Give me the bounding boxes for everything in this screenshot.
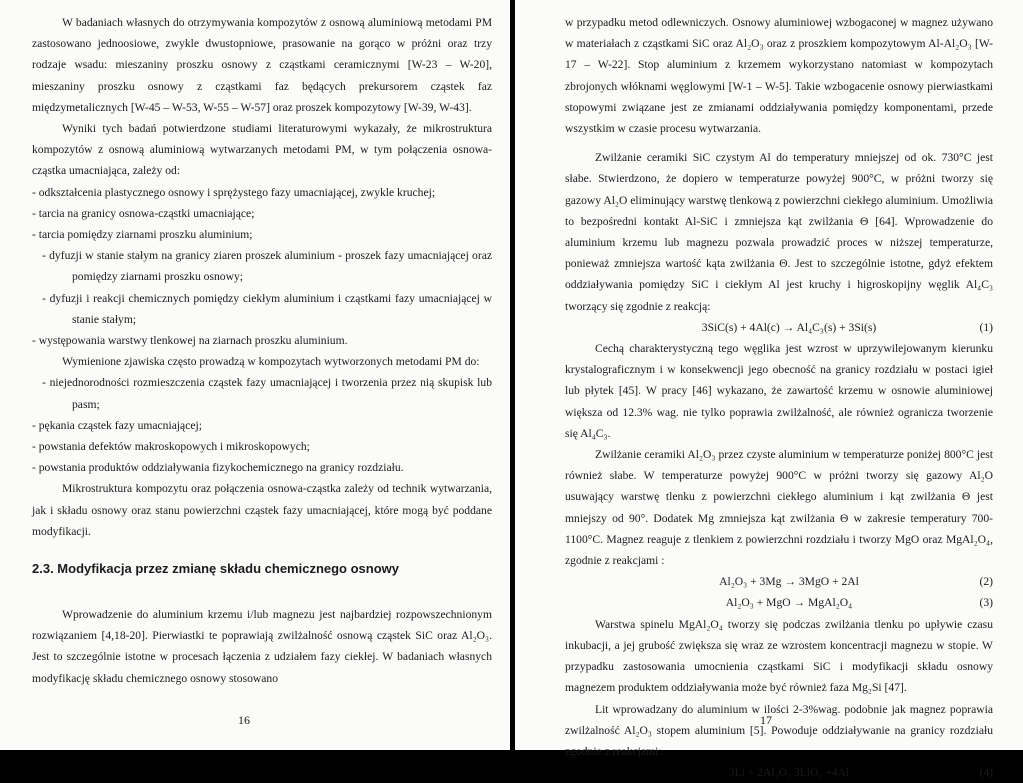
paragraph: Wymienione zjawiska często prowadzą w kompozytach wytworzonych metodami PM do:: [62, 355, 480, 369]
paragraph: Zwilżanie ceramiki SiC czystym Al do temperatury mniejszej od ok. 730°C jest słabe. Stwierdzono, że dopiero w temperaturze powyżej 900°C, w próżni tworzy się gazowy Al₂O eliminujący warstwę tlenkową z powierzchni ciekłego aluminium. Umożliwia to bezpośredni kontakt Al-SiC i zmniejsza kąt zwilżania Θ [64]. Wprowadzenie do aluminium krzemu lub magnezu pozwala prowadzić proces w niższej temperaturze, ponieważ zmniejsza wartość kąta zwilżania Θ. Jest to szczególnie istotne, gdyż efektem oddziaływania pomiędzy SiC i ciekłym Al jest kruchy i higroskopijny węglik Al₄C₃ tworzący się zgodnie z reakcją:: [565, 151, 993, 313]
paragraph: W badaniach własnych do otrzymywania kompozytów z osnową aluminiową metodami PM zastosowano jednoosiowe, zwykle dwustopniowe, prasowanie na gorąco w próżni oraz trzy rodzaje wsadu: mieszaniny proszku osnowy z cząstkami ceramicznymi [W-23 – W-20], mieszaniny proszku osnowy z cząstkami faz będących prekursorem cząstek faz międzymetalicznych [W-45 – W-53, W-55 – W-57] oraz proszek kompozytowy [W-39, W-43].: [32, 16, 492, 114]
list-item: - dyfuzji w stanie stałym na granicy ziaren proszek aluminium - proszek fazy umacniającej oraz pomiędzy ziarnami proszku osnowy;: [42, 249, 492, 284]
list-item: - tarcia pomiędzy ziarnami proszku aluminium;: [32, 228, 253, 242]
equation-number: (3): [979, 596, 993, 610]
equation-formula: Al₂O₃ + MgO → MgAl₂O₄: [725, 596, 853, 610]
paragraph: Cechą charakterystyczną tego węglika jest wzrost w uprzywilejowanym kierunku krystalograficznym i w konsekwencji jego obecność na granicy rozdziału w postaci igieł lub płytek [45]. W pracy [46] wykazano, że zawartość krzemu w osnowie aluminiowej większa od 12.3% wag. nie tylko poprawia zwilżalność, ale również ogranicza tworzenie się Al₄C₃.: [565, 342, 993, 440]
equation: [565, 762, 993, 783]
equation: [565, 571, 993, 592]
equation-formula: 3Li + 2Al₂O₃ 3LiO₂ +4Al: [728, 766, 850, 780]
paragraph: Warstwa spinelu MgAl₂O₄ tworzy się podczas zwilżania tlenku po upływie czasu inkubacji, a jej grubość zwiększa się wraz ze wzrostem koncentracji magnezu w stopie. W przypadku zastosowania umocnienia cząstkami SiC i modyfikacji składu osnowy magnezem produktem oddziaływania może być również faza Mg₂Si [47].: [565, 617, 993, 695]
equation: [565, 317, 993, 338]
list-item: - niejednorodności rozmieszczenia cząstek fazy umacniającej i tworzenia przez nią skupisk lub pasm;: [42, 376, 492, 411]
paragraph: Wprowadzenie do aluminium krzemu i/lub magnezu jest najbardziej rozpowszechnionym rozwiązaniem [4,18-20]. Pierwiastki te poprawiają zwilżalność osnową cząstek SiC oraz Al₂O₃. Jest to szczególnie istotne w procesach łączenia z udziałem fazy ciekłej. W badaniach własnych modyfikację składu chemicznego osnowy stosowano: [32, 608, 492, 685]
paragraph: w przypadku metod odlewniczych. Osnowy aluminiowej wzbogaconej w magnez używano w materiałach z cząstkami SiC oraz Al₂O₃ oraz z proszkiem kompozytowym Al-Al₂O₃ [W-17 – W-22]. Stop aluminium z krzemem wykorzystano natomiast w kompozytach zbrojonych włóknami węglowymi [W-1 – W-5]. Takie wzbogacenie osnowy pierwiastkami stopowymi związane jest ze zmianami oddziaływania pomiędzy komponentami, przede wszystkim w czasie procesu wytwarzania.: [565, 16, 993, 136]
paragraph: Mikrostruktura kompozytu oraz połączenia osnowa-cząstka zależy od technik wytwarzania, jak i składu osnowy oraz stanu powierzchni cząstek fazy umacniającej, które mogą być poddane modyfikacji.: [32, 482, 492, 538]
paragraph: Zwilżanie ceramiki Al₂O₃ przez czyste aluminium w temperaturze poniżej 800°C jest również słabe. W temperaturze powyżej 900°C w próżni tworzy się gazowy Al₂O usuwający warstwę tlenku z powierzchni ciekłego aluminium i kąt zwilżania Θ jest mniejszy od 90°. Dodatek Mg zmniejsza kąt zwilżania Θ w zakresie temperatury 700-1100°C. Magnez reaguje z tlenkiem z powierzchni rozdziału i tworzy MgO oraz MgAl₂O₄, zgodnie z reakcjami :: [565, 448, 993, 568]
paragraph: Wyniki tych badań potwierdzone studiami literaturowymi wykazały, że mikrostruktura kompozytów z osnową aluminiową wytwarzanych metodami PM, w tym połączenia osnowa-cząstka umacniająca, zależy od:: [32, 122, 492, 178]
left-page: [0, 0, 510, 750]
list-item: - powstania defektów makroskopowych i mikroskopowych;: [32, 440, 310, 454]
list: [32, 182, 492, 352]
list-item: - pękania cząstek fazy umacniającej;: [32, 418, 202, 432]
equation-number: (4): [979, 766, 993, 780]
equation-number: (1): [979, 320, 993, 334]
equation-number: (2): [979, 575, 993, 589]
paragraph: Lit wprowadzany do aluminium w ilości 2-3%wag. podobnie jak magnez poprawia zwilżalność Al₂O₃ stopem aluminium [5]. Powoduje oddziaływanie na granicy rozdziału zgodnie z reakcjami:: [565, 702, 993, 758]
section-heading: 2.3. Modyfikacja przez zmianę składu chemicznego osnowy: [32, 561, 400, 577]
list-item: - powstania produktów oddziaływania fizykochemicznego na granicy rozdziału.: [32, 461, 404, 475]
list-item: - tarcia na granicy osnowa-cząstki umacniające;: [32, 206, 255, 220]
right-page: [515, 0, 1023, 780]
equation: [565, 592, 993, 613]
list-item: - występowania warstwy tlenkowej na ziarnach proszku aluminium.: [32, 334, 348, 348]
list-item: - odkształcenia plastycznego osnowy i sprężystego fazy umacniającej, zwykle kruchej;: [32, 185, 436, 199]
equation-formula: Al₂O₃ + 3Mg → 3MgO + 2Al: [719, 575, 859, 589]
list: [32, 372, 492, 478]
page-number: 17: [760, 713, 772, 727]
page-number: 16: [238, 713, 250, 727]
equation-formula: 3SiC(s) + 4Al(c) → Al₄C₃(s) + 3Si(s): [701, 320, 877, 334]
list-item: - dyfuzji i reakcji chemicznych pomiędzy ciekłym aluminium i cząstkami fazy umacniającej w stanie stałym;: [42, 291, 492, 326]
